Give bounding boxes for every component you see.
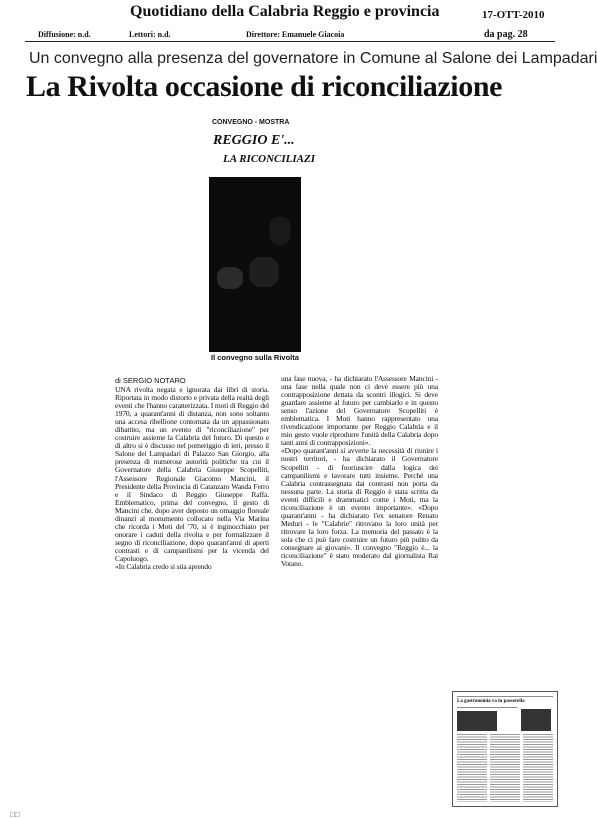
photo-sign-line-2: LA RICONCILIAZI <box>223 153 315 165</box>
thumbnail-column <box>457 734 487 802</box>
direttore-label: Direttore: Emanuele Giacoia <box>246 30 345 39</box>
thumbnail-rule <box>457 696 553 697</box>
thumbnail-photo <box>457 711 497 731</box>
photo-figure <box>249 257 279 287</box>
byline: di SERGIO NOTARO <box>115 376 186 385</box>
article-headline: La Rivolta occasione di riconciliazione <box>26 70 503 103</box>
photo-banner-text: CONVEGNO - MOSTRA <box>212 119 290 126</box>
publication-date: 17-OTT-2010 <box>482 9 545 21</box>
page-number: da pag. 28 <box>484 29 528 40</box>
thumbnail-photo <box>521 709 551 731</box>
photo-sign-line-1: REGGIO E'... <box>213 133 295 148</box>
thumbnail-column <box>490 734 520 802</box>
photo-figure <box>217 267 243 289</box>
page-thumbnail <box>452 691 558 807</box>
article-photo <box>209 117 315 352</box>
article-column-2: una fase nuova, - ha dichiarato l'Assessore Mancini - una fase nella quale non ci deve essere più una contrapposizione dettata da scontri illogici. Si deve guardare assieme al futuro per cambiarlo e in questo senso l'azione del Governatore Scopelliti è emblematica. I Moti hanno rappresentato una rivendicazione importante per Reggio Calabria e il mio gesto vuole riprodurre l'unità della Calabria dopo tanti anni di contrapposizioni». «Dopo quarant'anni si avverte la necessità di riunire i nostri territori, - ha dichiarato il Governatore Scopelliti - di fuoriuscire dalla logica dei campanilismi e lavorare tutti insieme. Perché una Calabria contrassegnata dai contrasti non porta da nessuna parte. La storia di Reggio è stata scritta da eventi difficili e drammatici come i Moti, ma la riconciliazione è un evento importante». «Dopo quarant'anni - ha dichiarato l'ex senatore Renato Meduri - le "Calabrie" ritrovano la loro unità per ritrovare la loro forza. La memoria del passato è la sola che ci può fare costruire un futuro più pulito da consegnare ai giovani». Il convegno "Reggio è... la riconciliazione" è stato moderato dal giornalista Rai Votano. <box>281 374 438 569</box>
article-column-1: UNA rivolta negata e ignorata dai libri di storia. Riportata in modo distorto e privata della realtà degli eventi che l'hanno caratterizzata. I moti di Reggio del 1970, a quarant'anni di distanza, non sono soltanto una accesa ribellione contornata da un appassionato dibattito, ma un evento di "riconciliazione" per costruire assieme la Calabria del futuro. Di questo e di altro si è discusso nel pomeriggio di ieri, presso il Salone dei Lampadari di Palazzo San Giorgio, alla presenza di numerose autorità politiche tra cui il Governatore della Calabria Giuseppe Scopelliti, l'Assessore Regionale Giacomo Mancini, il Presidente della Provincia di Catanzaro Wanda Ferro e il Sindaco di Reggio Giuseppe Raffa. Emblematico, prima del convegno, il gesto di Mancini che, dopo aver deposto un omaggio floreale dinanzi al monumento collocato nella Via Marina che ricorda i Moti del '70, si è inginocchiato per onorare i caduti della rivolta e per formalizzare il segno di riconciliazione, dopo quarant'anni di aperti contrasti e di campanilismi per la vicenda del Capoluogo. «In Calabria credo si stia aprendo <box>115 385 269 572</box>
article-kicker: Un convegno alla presenza del governatore in Comune al Salone dei Lampadari <box>29 50 597 67</box>
photo-figure <box>269 217 291 245</box>
thumbnail-rule <box>457 707 517 708</box>
lettori-label: Lettori: n.d. <box>129 30 171 39</box>
photo-caption: Il convegno sulla Rivolta <box>211 353 299 362</box>
diffusione-label: Diffusione: n.d. <box>38 30 91 39</box>
thumbnail-headline: La gastronomia va in passerella <box>457 699 525 704</box>
corner-mark: □□ <box>10 810 20 819</box>
newspaper-title: Quotidiano della Calabria Reggio e provincia <box>130 3 440 20</box>
header-rule <box>25 41 555 42</box>
thumbnail-column <box>523 734 553 802</box>
